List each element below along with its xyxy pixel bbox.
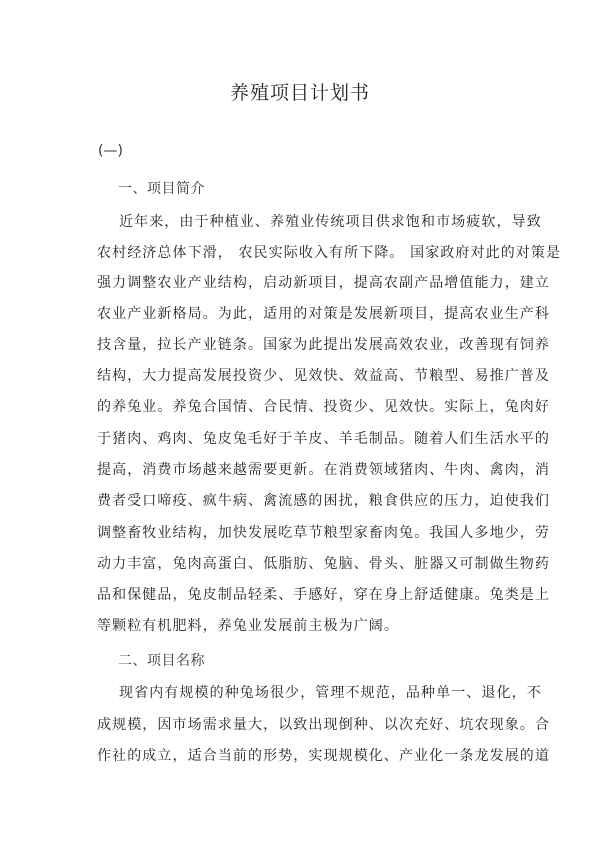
paragraph-line: 近年来，由于种植业、养殖业传统项目供求饱和市场疲软，导致 — [119, 214, 542, 230]
paragraph-line: 于猪肉、鸡肉、兔皮兔毛好于羊皮、羊毛制品。随着人们生活水平的 — [97, 431, 550, 447]
paragraph-line: 强力调整农业产业结构，启动新项目，提高农副产品增值能力，建立 — [97, 275, 550, 291]
paragraph-line: 成规模，因市场需求量大，以致出现倒种、以次充好、坑农现象。合 — [97, 717, 550, 733]
paragraph-line: 农业产业新格局。为此，适用的对策是发展新项目，提高农业生产科 — [97, 306, 550, 322]
section-heading-intro: 一、项目简介 — [118, 181, 205, 197]
section-heading-name: 二、项目名称 — [118, 653, 205, 669]
paragraph-line: 农村经济总体下滑， 农民实际收入有所下降。 国家政府对此的对策是 — [97, 245, 562, 261]
paragraph-line: 费者受口啼疫、疯牛病、禽流感的困扰，粮食供应的压力，迫使我们 — [97, 493, 550, 509]
paragraph-line: 作社的成立，适合当前的形势，实现规模化、产业化一条龙发展的道 — [97, 748, 550, 764]
paragraph-line: 技含量，拉长产业链条。国家为此提出发展高效农业，改善现有饲养 — [97, 337, 550, 353]
paragraph-line: 的养兔业。养兔合国情、合民情、投资少、见效快。实际上，兔肉好 — [97, 399, 550, 415]
paragraph-line: 品和保健品，兔皮制品轻柔、手感好，穿在身上舒适健康。兔类是上 — [97, 587, 550, 603]
paragraph-line: 等颗粒有机肥料，养兔业发展前主极为广阔。 — [97, 618, 399, 634]
paragraph-line: 动力丰富，兔肉高蛋白、低脂肪、兔脑、骨头、脏器又可制做生物药 — [97, 556, 550, 572]
paragraph-line: 调整畜牧业结构，加快发展吃草节粮型家畜肉兔。我国人多地少，劳 — [97, 525, 550, 541]
paragraph-line: 结构，大力提高发展投资少、见效快、效益高、节粮型、易推广普及 — [97, 368, 550, 384]
paragraph-line: 现省内有规模的种兔场很少，管理不规范，品种单一、退化，不 — [119, 685, 542, 701]
part-marker: (—) — [98, 143, 123, 159]
paragraph-line: 提高，消费市场越来越需要更新。在消费领域猪肉、牛肉、禽肉，消 — [97, 462, 550, 478]
document-title: 养殖项目计划书 — [229, 82, 370, 104]
